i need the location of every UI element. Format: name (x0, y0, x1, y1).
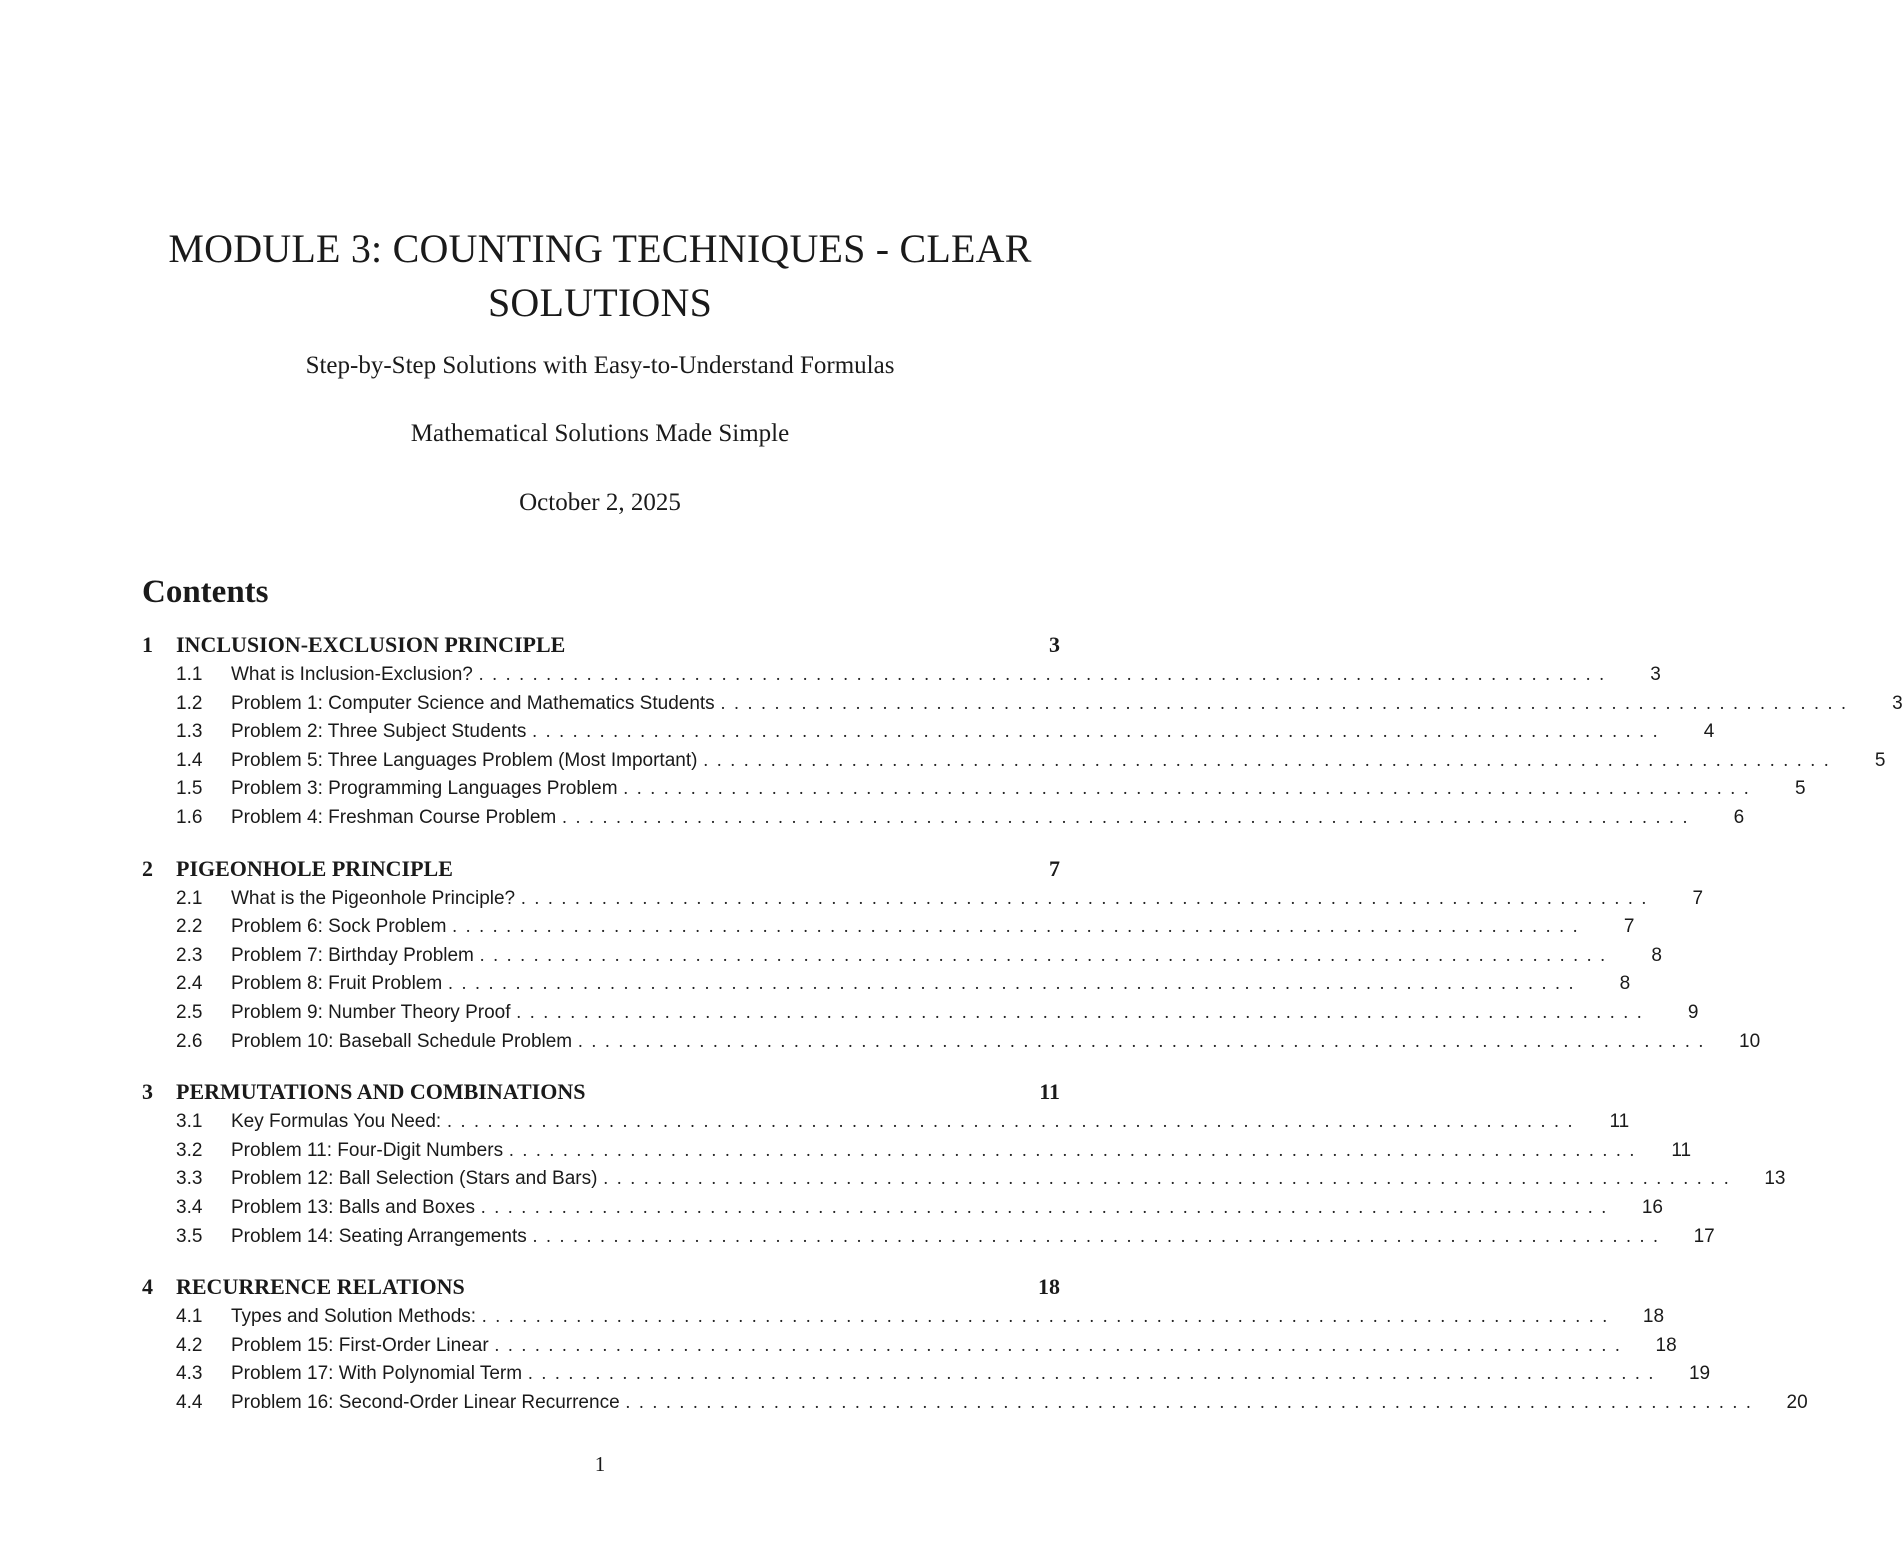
toc-entry-page: 7 (1623, 916, 1635, 938)
toc-entry[interactable] (142, 692, 1903, 722)
toc-entry-number: 4.2 (176, 1334, 203, 1356)
toc-entry-page: 10 (1739, 1030, 1761, 1052)
toc-entry-title: Problem 11: Four-Digit Numbers (231, 1139, 504, 1161)
toc-entry-title: Problem 4: Freshman Course Problem (231, 806, 557, 828)
toc-entry-number: 4.4 (176, 1391, 203, 1413)
toc-section-entry[interactable] (142, 632, 1060, 664)
toc-dot-leader: .................................................................................... (625, 1391, 1760, 1412)
toc-entry-title: What is the Pigeonhole Principle? (231, 887, 516, 909)
toc-entry-title: Problem 17: With Polynomial Term (231, 1363, 523, 1385)
toc-entry-title: What is Inclusion-Exclusion? (231, 664, 473, 685)
toc-entry-number: 3.2 (176, 1139, 203, 1161)
toc-entry-number: 2.6 (176, 1030, 203, 1052)
toc-entry[interactable] (142, 721, 1715, 750)
toc-dot-leader: .................................................................................... (521, 887, 1656, 908)
toc-section-number: 2 (142, 855, 153, 881)
toc-entry-page: 13 (1764, 1168, 1786, 1190)
toc-entry-page: 3 (1892, 692, 1903, 714)
table-of-contents (142, 632, 1903, 1440)
toc-entry[interactable] (142, 944, 1662, 974)
toc-entry-title: Problem 7: Birthday Problem (231, 944, 474, 966)
title-block (0, 222, 1200, 380)
toc-section-page: 3 (1049, 632, 1060, 657)
toc-entry-page: 18 (1642, 1306, 1665, 1328)
toc-entry-number: 4.3 (176, 1363, 203, 1385)
toc-entry-title: Problem 6: Sock Problem (231, 916, 447, 938)
toc-dot-leader: .................................................................................... (703, 749, 1838, 770)
toc-entry-number: 4.1 (176, 1306, 203, 1328)
toc-section-number: 1 (142, 632, 153, 657)
toc-dot-leader: .................................................................................... (509, 1139, 1644, 1160)
toc-dot-leader: .................................................................................... (494, 1334, 1629, 1355)
toc-entry[interactable] (142, 664, 1661, 693)
toc-section (142, 632, 1903, 836)
toc-dot-leader: .................................................................................... (480, 1196, 1615, 1217)
toc-entry[interactable] (142, 806, 1745, 836)
toc-entry[interactable] (142, 1334, 1677, 1364)
toc-entry[interactable] (142, 1196, 1663, 1226)
toc-entry[interactable] (142, 1111, 1630, 1140)
toc-entry-number: 2.2 (176, 916, 203, 938)
toc-entry-page: 17 (1693, 1225, 1715, 1247)
toc-section-title: PIGEONHOLE PRINCIPLE (176, 855, 453, 881)
toc-entry-number: 3.3 (176, 1168, 203, 1190)
toc-entry-page: 5 (1794, 778, 1806, 800)
toc-dot-leader: .................................................................................... (532, 721, 1667, 742)
toc-entry[interactable] (142, 1306, 1665, 1335)
toc-entry[interactable] (142, 973, 1631, 1002)
toc-entry-number: 3.4 (176, 1196, 203, 1218)
toc-entry[interactable] (142, 1168, 1786, 1197)
toc-entry-page: 8 (1651, 944, 1662, 966)
toc-section-number: 3 (142, 1079, 153, 1105)
toc-entry-number: 3.1 (176, 1111, 203, 1133)
toc-entry-page: 3 (1650, 664, 1661, 685)
toc-entry-number: 2.3 (176, 944, 203, 966)
toc-heading: Contents (142, 574, 269, 610)
document-title: MODULE 3: COUNTING TECHNIQUES - CLEAR SOLUTIONS (168, 226, 1032, 325)
toc-entry-page: 16 (1641, 1196, 1663, 1218)
toc-entry-page: 20 (1786, 1391, 1808, 1413)
document-subtitle: Step-by-Step Solutions with Easy-to-Understand Formulas (305, 352, 895, 379)
toc-entry-title: Problem 12: Ball Selection (Stars and Bars) (231, 1168, 598, 1190)
toc-dot-leader: .................................................................................... (516, 1001, 1651, 1022)
toc-entry-title: Problem 10: Baseball Schedule Problem (231, 1030, 573, 1052)
toc-section-entry[interactable] (142, 856, 1060, 888)
toc-section-page: 11 (1039, 1079, 1060, 1105)
toc-entry-title: Problem 14: Seating Arrangements (231, 1225, 527, 1247)
toc-entry-page: 9 (1687, 1001, 1699, 1023)
toc-dot-leader: .................................................................................... (479, 944, 1614, 965)
toc-entry-title: Problem 16: Second-Order Linear Recurrence (231, 1391, 620, 1413)
toc-section-page: 18 (1038, 1274, 1060, 1300)
toc-entry-page: 19 (1688, 1363, 1711, 1385)
toc-entry-number: 1.3 (176, 721, 203, 743)
toc-entry[interactable] (142, 1391, 1808, 1421)
toc-dot-leader: .................................................................................... (478, 664, 1613, 684)
toc-entry[interactable] (142, 916, 1635, 945)
toc-section (142, 1274, 1808, 1420)
toc-entry-title: Problem 2: Three Subject Students (231, 721, 527, 743)
toc-entry-title: Problem 8: Fruit Problem (231, 973, 443, 995)
toc-section-title: PERMUTATIONS AND COMBINATIONS (176, 1079, 586, 1105)
toc-entry-number: 3.5 (176, 1225, 203, 1247)
toc-dot-leader: .................................................................................... (452, 916, 1587, 937)
toc-entry-title: Problem 5: Three Languages Problem (Most Important) (231, 749, 698, 771)
toc-entry-number: 1.6 (176, 806, 203, 828)
toc-entry-page: 5 (1874, 749, 1886, 771)
toc-section-entry[interactable] (142, 1274, 1060, 1306)
toc-section (142, 1079, 1786, 1254)
toc-entry-number: 1.2 (176, 692, 203, 714)
toc-entry[interactable] (142, 1030, 1761, 1060)
toc-entry-title: Types and Solution Methods: (231, 1306, 477, 1328)
toc-section (142, 855, 1761, 1060)
toc-entry-page: 8 (1619, 973, 1631, 995)
toc-entry-number: 1.4 (176, 749, 203, 771)
toc-section-title: INCLUSION-EXCLUSION PRINCIPLE (176, 632, 566, 657)
toc-entry[interactable] (142, 1139, 1692, 1169)
toc-entry-title: Problem 1: Computer Science and Mathematics Students (231, 692, 715, 714)
toc-entry-title: Problem 9: Number Theory Proof (231, 1001, 511, 1023)
toc-entry[interactable] (142, 778, 1806, 807)
toc-entry-title: Problem 15: First-Order Linear (231, 1334, 489, 1356)
toc-entry-page: 4 (1703, 721, 1715, 743)
toc-section-page: 7 (1049, 855, 1060, 881)
toc-entry-title: Problem 3: Programming Languages Problem (231, 778, 618, 800)
toc-entry[interactable] (142, 887, 1704, 917)
toc-dot-leader: .................................................................................... (578, 1030, 1713, 1051)
toc-entry-title: Problem 13: Balls and Boxes (231, 1196, 475, 1218)
toc-section-entry[interactable] (142, 1079, 1060, 1111)
document-date: October 2, 2025 (519, 489, 681, 516)
toc-entry-number: 1.1 (176, 664, 203, 685)
toc-entry-page: 6 (1733, 806, 1745, 828)
toc-entry-page: 7 (1692, 887, 1704, 909)
toc-entry[interactable] (142, 1001, 1699, 1031)
toc-section-title: RECURRENCE RELATIONS (176, 1274, 465, 1300)
toc-entry[interactable] (142, 749, 1886, 779)
toc-entry-page: 18 (1655, 1334, 1677, 1356)
document-author: Mathematical Solutions Made Simple (410, 420, 790, 447)
toc-entry[interactable] (142, 1363, 1711, 1392)
toc-entry-page: 11 (1609, 1111, 1630, 1133)
toc-entry[interactable] (142, 1225, 1715, 1255)
toc-entry-page: 11 (1671, 1139, 1692, 1161)
toc-dot-leader: .................................................................................... (532, 1225, 1667, 1246)
toc-dot-leader: .................................................................................... (623, 778, 1758, 799)
toc-dot-leader: .................................................................................... (447, 1111, 1582, 1132)
toc-entry-title: Key Formulas You Need: (231, 1111, 442, 1133)
toc-section-number: 4 (142, 1274, 153, 1300)
toc-dot-leader: .................................................................................... (720, 692, 1855, 713)
page-number: 1 (594, 1452, 606, 1476)
toc-dot-leader: .................................................................................... (562, 806, 1697, 827)
toc-dot-leader: .................................................................................... (482, 1306, 1617, 1327)
toc-entry-number: 2.4 (176, 973, 203, 995)
toc-entry-number: 1.5 (176, 778, 203, 800)
toc-dot-leader: .................................................................................... (448, 973, 1583, 994)
toc-dot-leader: .................................................................................... (528, 1363, 1663, 1384)
toc-entry-number: 2.5 (176, 1001, 203, 1023)
toc-entry-number: 2.1 (176, 887, 203, 909)
toc-dot-leader: .................................................................................... (603, 1168, 1738, 1189)
